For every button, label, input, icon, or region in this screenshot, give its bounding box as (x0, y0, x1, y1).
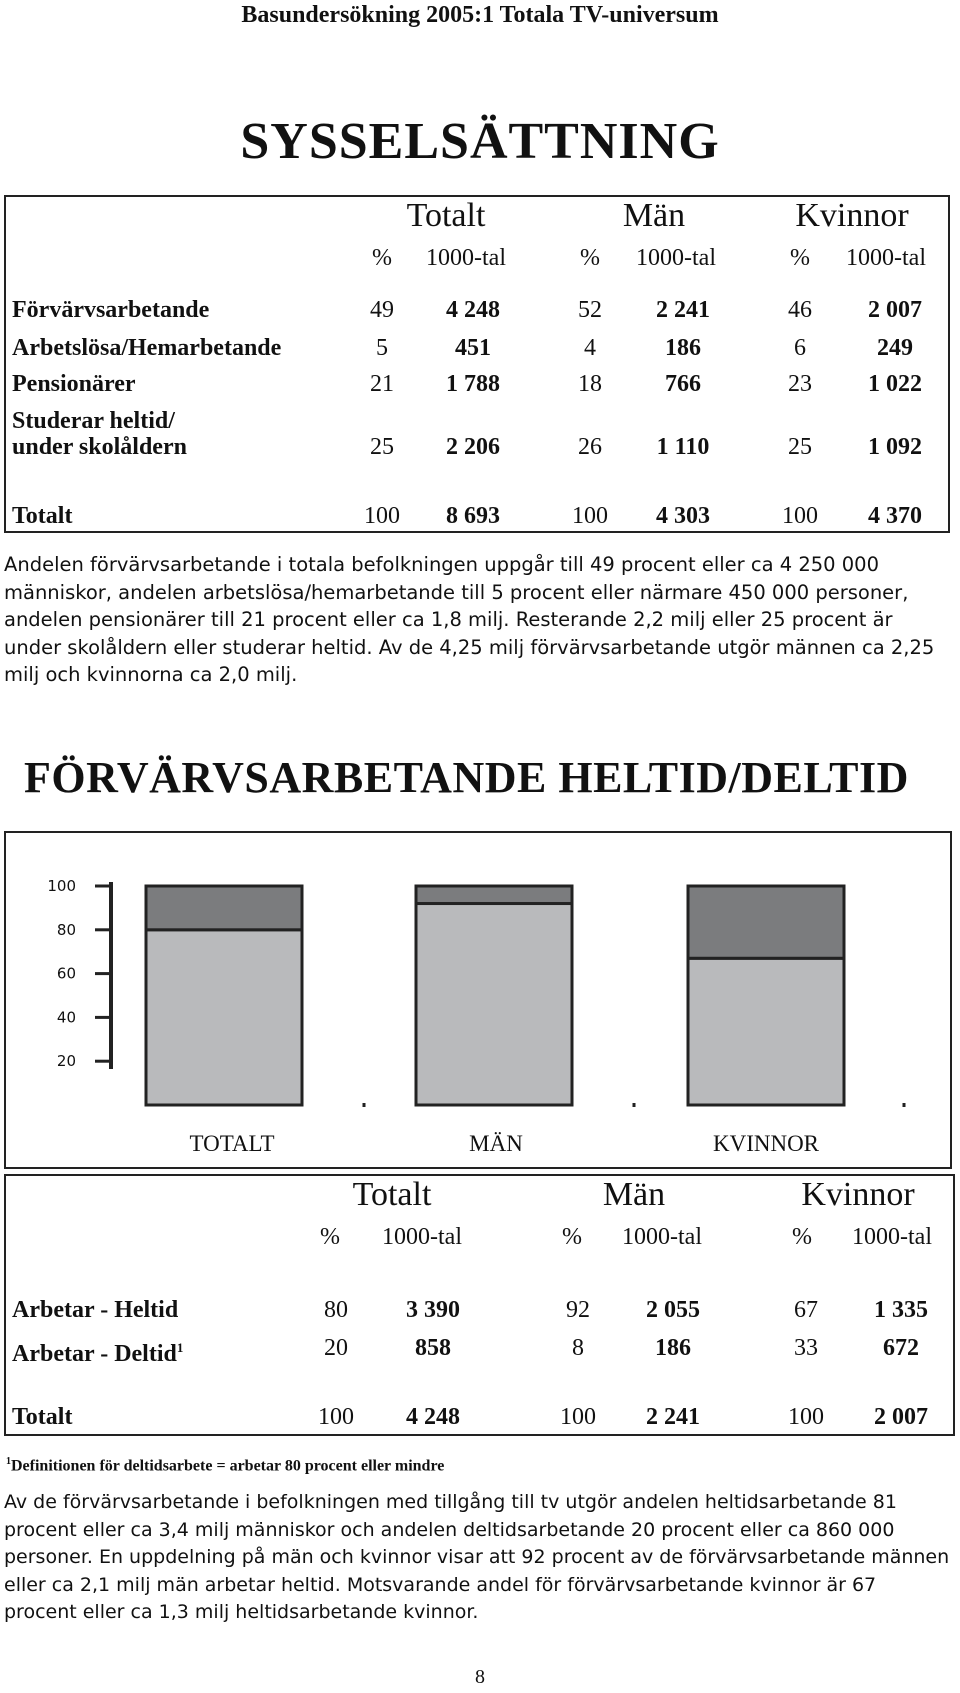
total-percent: 100 (364, 503, 400, 529)
row-label-line2: under skolåldern (12, 434, 187, 460)
subhead-thousands: 1000-tal (636, 245, 716, 271)
subhead-thousands: 1000-tal (382, 1224, 462, 1250)
total-thousands: 2 241 (646, 1404, 700, 1430)
row-label-deltid: Arbetar - Deltid$^1$ (12, 1340, 184, 1367)
cell-percent: 46 (788, 297, 812, 323)
bar-segment-heltid (416, 904, 572, 1105)
row-label: Pensionärer (12, 371, 136, 397)
row-label: Arbetslösa/Hemarbetande (12, 335, 282, 361)
cell-percent: 49 (370, 297, 394, 323)
cell-thousands: 1 022 (868, 371, 922, 397)
subhead-thousands: 1000-tal (426, 245, 506, 271)
cell-thousands: 186 (665, 335, 701, 361)
cell-thousands: 1 788 (446, 371, 500, 397)
total-label: Totalt (12, 1404, 73, 1430)
baseline-dot (903, 1103, 906, 1107)
cell-thousands: 3 390 (406, 1297, 460, 1323)
y-tick-label: 100 (47, 877, 76, 895)
subhead-percent: % (790, 245, 810, 271)
total-percent: 100 (782, 503, 818, 529)
cell-percent: 25 (370, 434, 394, 460)
subhead-thousands: 1000-tal (846, 245, 926, 271)
bar-segment-heltid (146, 930, 302, 1105)
bar-segment-deltid (688, 886, 844, 958)
total-thousands: 4 370 (868, 503, 922, 529)
total-thousands: 2 007 (874, 1404, 928, 1430)
cell-percent: 8 (572, 1335, 584, 1361)
cell-percent: 33 (794, 1335, 818, 1361)
cell-percent: 52 (578, 297, 602, 323)
cell-percent: 67 (794, 1297, 818, 1323)
row-label-heltid: Arbetar - Heltid (12, 1297, 179, 1323)
category-label: MÄN (469, 1131, 523, 1156)
row-label: Studerar heltid/ (12, 408, 175, 434)
cell-percent: 26 (578, 434, 602, 460)
subhead-percent: % (320, 1224, 340, 1250)
total-thousands: 4 248 (406, 1404, 460, 1430)
total-percent: 100 (572, 503, 608, 529)
cell-thousands: 1 092 (868, 434, 922, 460)
total-percent: 100 (560, 1404, 596, 1430)
group-header-man: Män (602, 1176, 666, 1213)
employment-table (4, 195, 950, 533)
group-header-kvinnor: Kvinnor (795, 197, 909, 234)
group-header-kvinnor: Kvinnor (801, 1176, 915, 1213)
cell-thousands: 858 (415, 1335, 451, 1361)
total-percent: 100 (788, 1404, 824, 1430)
stacked-bar-chart-box (4, 831, 952, 1169)
cell-percent: 92 (566, 1297, 590, 1323)
fulltime-parttime-table (4, 1174, 955, 1436)
group-header-man: Män (622, 197, 686, 234)
cell-thousands: 1 110 (656, 434, 710, 460)
cell-percent: 6 (794, 335, 806, 361)
bar-segment-heltid (688, 958, 844, 1105)
cell-thousands: 1 335 (874, 1297, 928, 1323)
total-percent: 100 (318, 1404, 354, 1430)
footnote (6, 1456, 444, 1475)
paragraph-heltid-deltid: Av de förvärvsarbetande i befolkningen med tillgång till tv utgör andelen heltidsarbetande 81 procent eller ca 3,4 milj människor och andelen deltidsarbetande 20 procent eller ca 860 000 personer. En uppdelning på män och kvinnor visar att 92 procent av de förvärvsarbetande männen eller ca 2,1 milj män arbetar heltid. Motsvarande andel för förvärvsarbetande kvinnor är 67 procent eller ca 1,3 milj heltidsarbetande kvinnor. (4, 1491, 950, 1623)
subhead-percent: % (562, 1224, 582, 1250)
group-header-totalt: Totalt (406, 197, 486, 234)
stacked-bar-chart (6, 833, 950, 1167)
y-tick-label: 40 (56, 1008, 76, 1027)
footnote-text: Definitionen för deltidsarbete = arbetar 80 procent eller mindre (11, 1457, 445, 1475)
y-tick-label: 20 (56, 1052, 76, 1071)
cell-thousands: 672 (883, 1335, 919, 1361)
total-label: Totalt (12, 503, 73, 529)
subhead-thousands: 1000-tal (852, 1224, 932, 1250)
category-label: KVINNOR (712, 1131, 820, 1156)
page-number: 8 (475, 1666, 485, 1688)
cell-thousands: 2 055 (646, 1297, 700, 1323)
footnote-mark: 1 (6, 1456, 11, 1467)
cell-thousands: 186 (655, 1335, 691, 1361)
cell-thousands: 2 007 (868, 297, 922, 323)
subhead-percent: % (372, 245, 392, 271)
section-title-sysselsattning: SYSSELSÄTTNING (240, 113, 720, 170)
cell-percent: 18 (578, 371, 602, 397)
category-label: TOTALT (189, 1131, 275, 1156)
y-tick-label: 60 (56, 964, 76, 983)
cell-percent: 21 (370, 371, 394, 397)
cell-thousands: 249 (877, 335, 913, 361)
cell-percent: 5 (376, 335, 388, 361)
subhead-percent: % (580, 245, 600, 271)
running-head: Basundersökning 2005:1 Totala TV-universum (241, 2, 719, 28)
cell-percent: 25 (788, 434, 812, 460)
cell-thousands: 4 248 (446, 297, 500, 323)
group-header-totalt: Totalt (352, 1176, 432, 1213)
footnote-marker: 1 (176, 1340, 184, 1355)
bar-segment-deltid (416, 886, 572, 904)
cell-percent: 4 (584, 335, 596, 361)
paragraph-sysselsattning: Andelen förvärvsarbetande i totala befolkningen uppgår till 49 procent eller ca 4 250 000 människor, andelen arbetslösa/hemarbetande till 5 procent eller närmare 450 000 personer, andelen pensionärer till 21 procent eller ca 1,8 milj. Resterande 2,2 milj eller 25 procent är under skolåldern eller studerar heltid. Av de 4,25 milj förvärvsarbetande utgör männen ca 2,25 milj och kvinnorna ca 2,0 milj. (4, 553, 935, 686)
total-thousands: 8 693 (446, 503, 500, 529)
cell-percent: 20 (324, 1335, 348, 1361)
y-tick-label: 80 (56, 920, 76, 939)
bar-segment-deltid (146, 886, 302, 930)
cell-percent: 23 (788, 371, 812, 397)
cell-thousands: 2 241 (656, 297, 710, 323)
baseline-dot (633, 1103, 636, 1107)
cell-thousands: 2 206 (446, 434, 500, 460)
baseline-dot (363, 1103, 366, 1107)
total-thousands: 4 303 (656, 503, 710, 529)
cell-thousands: 451 (455, 335, 491, 361)
section-title-heltid-deltid: FÖRVÄRVSARBETANDE HELTID/DELTID (24, 753, 909, 802)
cell-thousands: 766 (665, 371, 701, 397)
cell-percent: 80 (324, 1297, 348, 1323)
subhead-thousands: 1000-tal (622, 1224, 702, 1250)
row-label: Förvärvsarbetande (12, 297, 210, 323)
subhead-percent: % (792, 1224, 812, 1250)
